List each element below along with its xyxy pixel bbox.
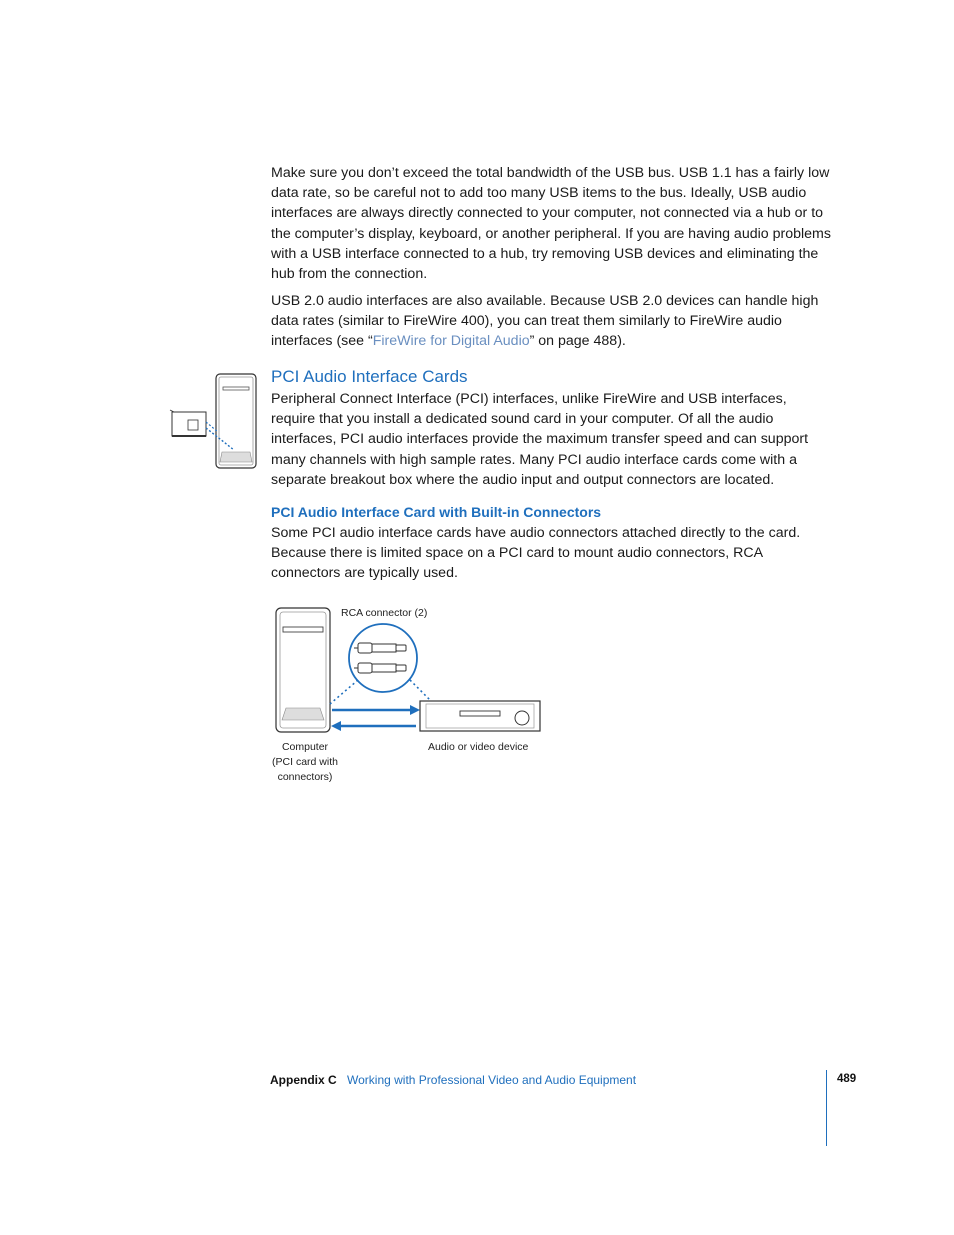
builtin-connectors-paragraph: Some PCI audio interface cards have audio connectors attached directly to the card. Because there is limited space on a PCI card to mount audio connectors, RCA connectors are typically used. — [271, 525, 801, 582]
pci-card-tower-icon — [166, 372, 262, 472]
computer-label — [266, 740, 344, 785]
device-label: Audio or video device — [428, 741, 529, 753]
footer-divider — [826, 1070, 827, 1146]
subsection-heading: PCI Audio Interface Card with Built-in Connectors — [271, 504, 602, 520]
usb2-text-end: ” on page 488). — [529, 333, 626, 350]
usb2-paragraph — [271, 291, 831, 352]
rca-connector-label: RCA connector (2) — [341, 607, 428, 619]
footer-chapter-title: Working with Professional Video and Audio Equipment — [347, 1073, 637, 1087]
pci-intro-paragraph: Peripheral Connect Interface (PCI) interfaces, unlike FireWire and USB interfaces, require that you install a dedicated sound card in your computer. Of all the audio interfaces, PCI audio interfaces provide the maximum transfer speed and can support many channels with high sample rates. Many PCI audio interface cards come with a separate breakout box where the audio input and output connectors are located. — [271, 391, 809, 488]
computer-label-line3: connectors) — [277, 771, 333, 783]
usb-bandwidth-paragraph: Make sure you don’t exceed the total bandwidth of the USB bus. USB 1.1 has a fairly low data rate, so be careful not to add too many USB items to the bus. Ideally, USB audio interfaces are always directly connected to your computer, not connected via a hub or to the computer’s display, keyboard, or another peripheral. If you are having audio problems with a USB interface connected to a hub, try removing USB devices and eliminating the hub from the connection. — [271, 165, 831, 283]
page-number: 489 — [837, 1073, 857, 1085]
computer-label-line2: (PCI card with — [272, 756, 338, 768]
footer-appendix: Appendix C — [270, 1073, 337, 1087]
section-heading: PCI Audio Interface Cards — [271, 367, 468, 386]
firewire-link[interactable]: FireWire for Digital Audio — [372, 333, 530, 350]
computer-label-line1: Computer — [281, 741, 329, 753]
usb2-text-start: USB 2.0 audio interfaces are also available. Because USB 2.0 devices can handle high data rates (similar to FireWire 400), you can treat them similarly to FireWire audio interfaces (see “ — [271, 293, 819, 350]
